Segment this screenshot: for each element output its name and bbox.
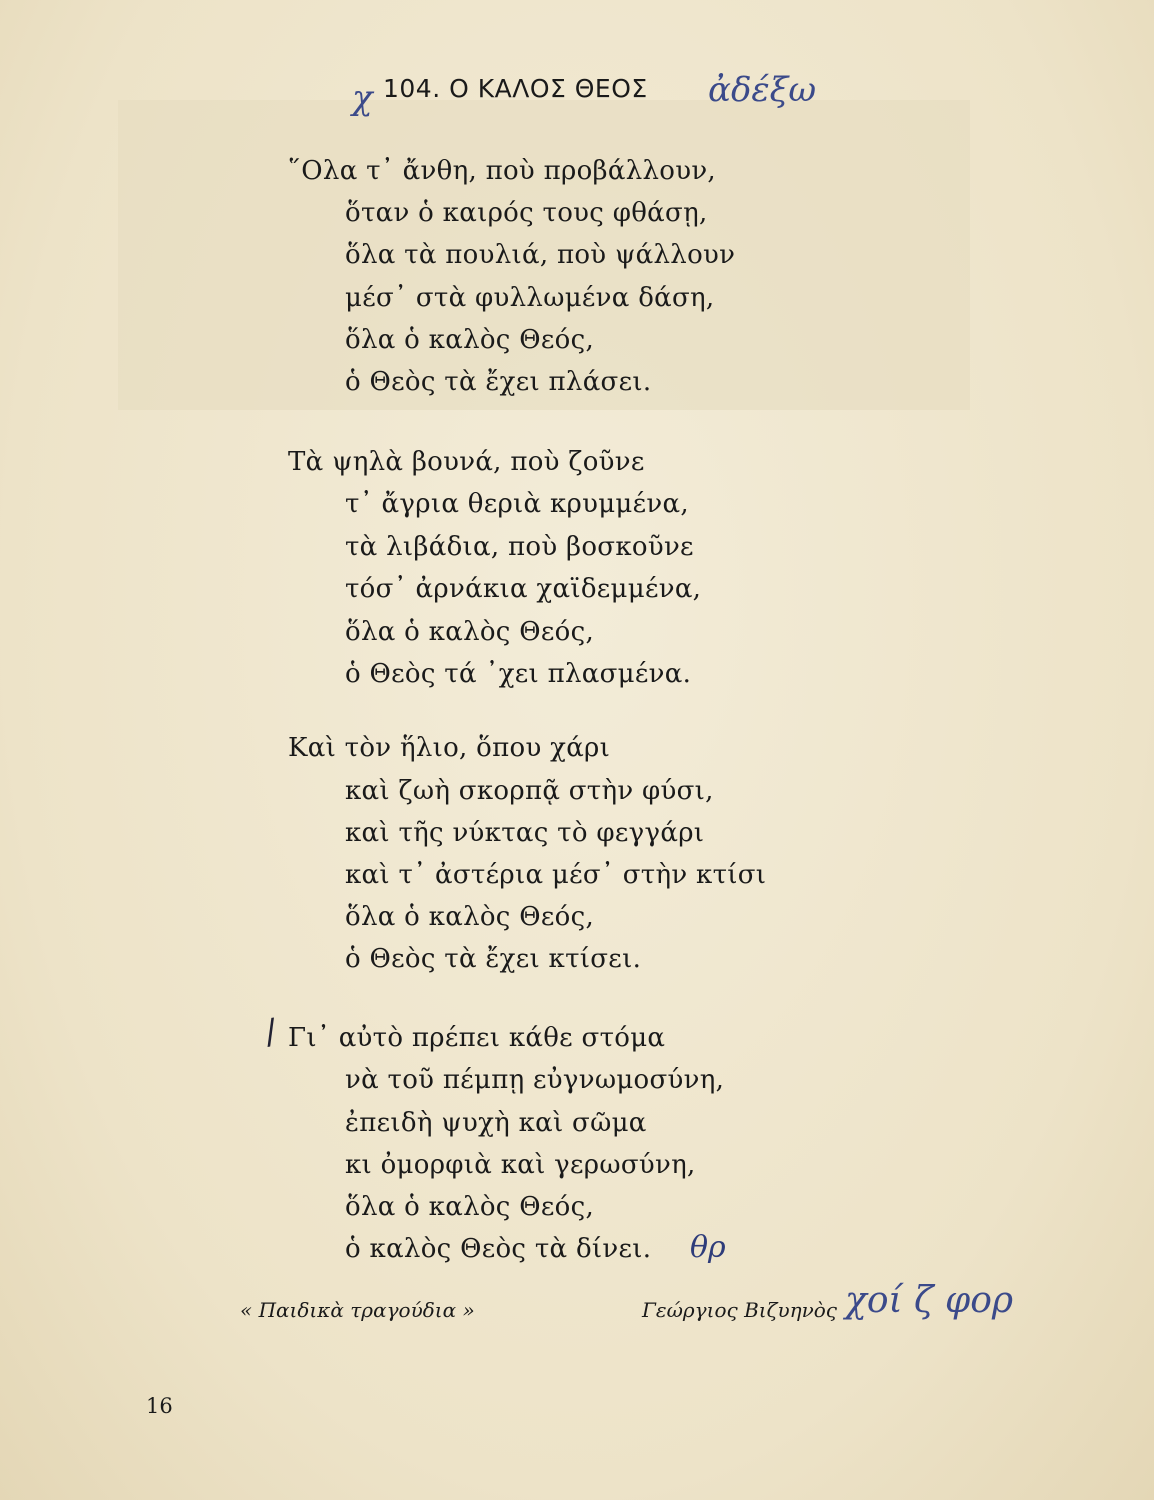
verse-line: ὅλα ὁ καλὸς Θεός, — [345, 902, 595, 932]
verse-line: ὁ Θεὸς τὰ ἔχει κτίσει. — [345, 944, 642, 974]
verse-line: ὅλα ὁ καλὸς Θεός, — [345, 617, 595, 647]
verse-line: Τὰ ψηλὰ βουνά, ποὺ ζοῦνε — [288, 447, 645, 477]
verse-line: ῞Ολα τ᾿ ἄνθη, ποὺ προβάλλουν, — [288, 156, 717, 186]
handwritten-title-note: ἀδέξω — [708, 70, 817, 110]
verse-line: Καὶ τὸν ἥλιο, ὅπου χάρι — [288, 733, 611, 763]
handwritten-end-note: θρ — [690, 1230, 726, 1265]
verse-line: καὶ ζωὴ σκορπᾷ στὴν φύσι, — [345, 776, 714, 806]
verse-line: ὅλα ὁ καλὸς Θεός, — [345, 1192, 595, 1222]
verse-line: ἐπειδὴ ψυχὴ καὶ σῶμα — [345, 1108, 647, 1138]
poem-title: 104. Ο ΚΑΛΟΣ ΘΕΟΣ — [383, 74, 648, 103]
source-work: « Παιδικὰ τραγούδια » — [240, 1298, 475, 1322]
verse-line: τὰ λιβάδια, ποὺ βοσκοῦνε — [345, 532, 694, 562]
handwritten-slash-mark: / — [261, 1011, 280, 1053]
verse-line: μέσ᾿ στὰ φυλλωμένα δάση, — [345, 283, 715, 313]
verse-line: κι ὀμορφιὰ καὶ γερωσύνη, — [345, 1150, 696, 1180]
verse-line: τ᾿ ἄγρια θεριὰ κρυμμένα, — [345, 489, 689, 519]
verse-line: Γι᾿ αὐτὸ πρέπει κάθε στόμα — [288, 1023, 666, 1053]
verse-line: καὶ τῆς νύκτας τὸ φεγγάρι — [345, 818, 705, 848]
verse-line: ὅλα τὰ πουλιά, ποὺ ψάλλουν — [345, 240, 736, 270]
verse-line: ὅλα ὁ καλὸς Θεός, — [345, 325, 595, 355]
source-author: Γεώργιος Βιζυηνὸς — [642, 1298, 837, 1322]
verse-line: ὁ Θεὸς τά ᾿χει πλασμένα. — [345, 659, 692, 689]
verse-line: καὶ τ᾿ ἀστέρια μέσ᾿ στὴν κτίσι — [345, 860, 767, 890]
page-number: 16 — [146, 1394, 173, 1418]
verse-line: τόσ᾿ ἀρνάκια χαϊδεμμένα, — [345, 574, 702, 604]
verse-line: ὁ Θεὸς τὰ ἔχει πλάσει. — [345, 367, 652, 397]
handwritten-signature-note: χοί ζ φορ — [845, 1280, 1014, 1321]
handwritten-title-mark: χ — [352, 78, 373, 118]
verse-line: ὁ καλὸς Θεὸς τὰ δίνει. — [345, 1234, 652, 1264]
verse-line: νὰ τοῦ πέμπῃ εὐγνωμοσύνη, — [345, 1065, 725, 1095]
verse-line: ὅταν ὁ καιρός τους φθάσῃ, — [345, 198, 708, 228]
